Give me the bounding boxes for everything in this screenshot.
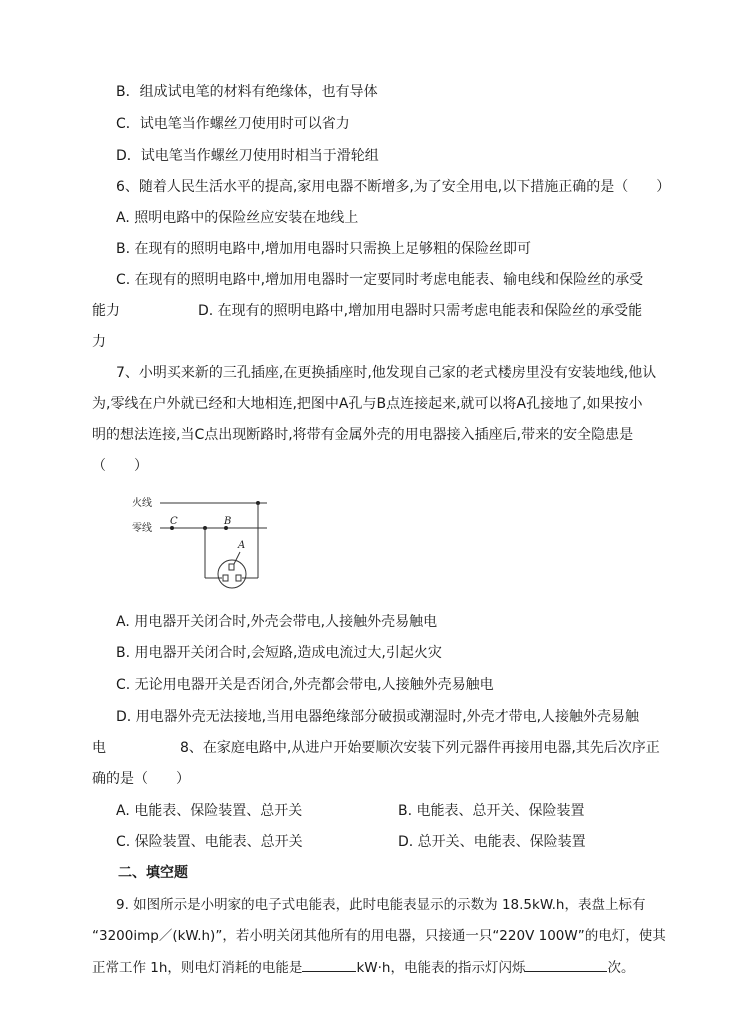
socket-hole-left (223, 575, 228, 581)
q7-option-d: D. 用电器外壳无法接地,当用电器绝缘部分破损或潮湿时,外壳才带电,人接触外壳易触 (116, 709, 640, 725)
q8-stem-line1: 8、在家庭电路中,从进户开始要顺次安装下列元器件再接用电器,其先后次序正 (180, 740, 660, 756)
q7-option-b: B. 用电器开关闭合时,会短路,造成电流过大,引起火灾 (116, 645, 442, 661)
q6-option-c-continued (92, 301, 642, 321)
q6-stem: 6、随着人民生活水平的提高,家用电器不断增多,为了安全用电,以下措施正确的是（ ） (116, 179, 671, 195)
label-c: C (170, 516, 178, 527)
label-b: B (224, 516, 232, 527)
q6-option-b: B. 在现有的照明电路中,增加用电器时只需换上足够粗的保险丝即可 (116, 241, 531, 257)
section-heading-fill-in: 二、填空题 (118, 865, 188, 881)
q8-option-a: A. 电能表、保险装置、总开关 (116, 803, 303, 819)
label-a: A (238, 540, 246, 551)
q8-option-c: C. 保险装置、电能表、总开关 (116, 834, 303, 850)
answer-blank-energy[interactable] (302, 957, 356, 972)
q9-line3 (92, 957, 634, 978)
q6-option-d: D. 在现有的照明电路中,增加用电器时只需考虑电能表和保险丝的承受能 (198, 303, 643, 319)
q6-option-c-tail: 能力 (92, 303, 120, 319)
q6-option-c: C. 在现有的照明电路中,增加用电器时一定要同时考虑电能表、输电线和保险丝的承受 (116, 272, 644, 288)
q6-option-d-tail: 力 (92, 334, 106, 350)
q5-option-d: D．试电笔当作螺丝刀使用时相当于滑轮组 (116, 148, 379, 164)
q5-option-b: B．组成试电笔的材料有绝缘体，也有导体 (116, 84, 378, 100)
q7-option-d-tail: 电 (92, 740, 106, 756)
q7-option-c: C. 无论用电器开关是否闭合,外壳都会带电,人接触外壳易触电 (116, 677, 494, 693)
q9-line2: “3200imp／(kW.h)”，若小明关闭其他所有的用电器，只接通一只“220V 100W”的电灯，使其 (92, 928, 666, 944)
q7-option-a: A. 用电器开关闭合时,外壳会带电,人接触外壳易触电 (116, 614, 438, 630)
q7-stem-line2: 为,零线在户外就已经和大地相连,把图中A孔与B点连接起来,就可以将A孔接地了,如果按小 (92, 396, 643, 412)
socket-hole-right (236, 575, 241, 581)
socket-hole-a (229, 564, 234, 570)
q9-line3-part1: 正常工作 1h，则电灯消耗的电能是 (92, 960, 303, 976)
q9-line3-part3: 次。 (607, 960, 635, 976)
q9-line3-part2: kW·h，电能表的指示灯闪烁 (356, 960, 526, 976)
q9-line1: 9. 如图所示是小明家的电子式电能表，此时电能表显示的示数为 18.5kW.h，表盘上标有 (116, 897, 646, 913)
q5-option-c: C．试电笔当作螺丝刀使用时可以省力 (116, 116, 350, 132)
neutral-wire-label: 零线 (132, 523, 152, 534)
q8-stem-line2: 确的是（ ） (92, 771, 190, 787)
answer-blank-flashes[interactable] (525, 957, 607, 972)
circuit-diagram (130, 490, 280, 598)
live-wire-label: 火线 (132, 498, 152, 509)
q6-option-a: A. 照明电路中的保险丝应安装在地线上 (116, 210, 359, 226)
q7-option-d-continued (92, 738, 660, 758)
q8-option-d: D. 总开关、电能表、保险装置 (398, 834, 586, 850)
q7-stem-line4: （ ） (92, 458, 148, 474)
q8-option-b: B. 电能表、总开关、保险装置 (398, 803, 585, 819)
q7-stem-line1: 7、小明买来新的三孔插座,在更换插座时,他发现自己家的老式楼房里没有安装地线,他认 (116, 365, 657, 381)
q7-stem-line3: 明的想法连接,当C点出现断路时,将带有金属外壳的用电器接入插座后,带来的安全隐患是 (92, 427, 634, 443)
